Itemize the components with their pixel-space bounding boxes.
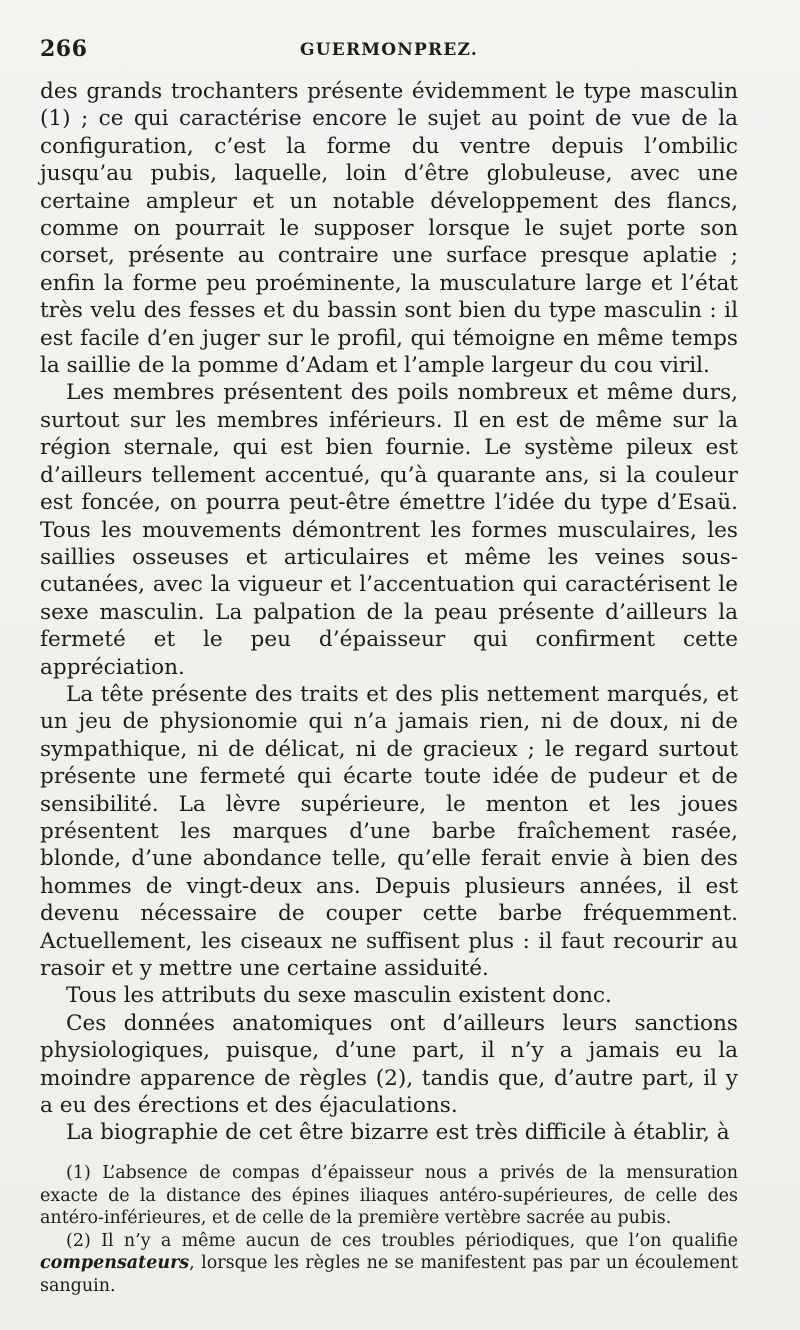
- footnote-2-emphasis: compensateurs: [40, 1253, 190, 1273]
- paragraph: La biographie de cet être bizarre est très difficile à établir, à: [66, 1120, 730, 1146]
- running-head: [40, 36, 738, 70]
- footnote-2-text-end: , lorsque les règles ne se manifestent pas par un écoulement sanguin.: [40, 1253, 738, 1296]
- paragraph: Les membres présentent des poils nombreux et même durs, surtout sur les membres inférieurs. Il en est de même sur la région sternale, qui est bien fournie. Le système pileux est d’ailleurs tellement accentué, qu’à quarante ans, si la couleur est foncée, on pourra peut-être émettre l’idée du type d’Esaü. Tous les mouvements démontrent les formes musculaires, les saillies osseuses et articulaires et même les veines sous-cutanées, avec la vigueur et l’accentuation qui caractérisent le sexe masculin. La palpation de la peau présente d’ailleurs la fermeté et le peu d’épaisseur qui confirment cette appréciation.: [40, 380, 738, 680]
- footnotes: [40, 1162, 738, 1297]
- paragraph: Tous les attributs du sexe masculin existent donc.: [66, 983, 612, 1009]
- paragraph: des grands trochanters présente évidemment le type masculin (1) ; ce qui caractérise encore le sujet au point de vue de la configuration, c’est la forme du ventre depuis l’ombilic jusqu’au pubis, laquelle, loin d’être globuleuse, avec une certaine ampleur et un notable développement des flancs, comme on pourrait le supposer lorsque le sujet porte son corset, présente au contraire une surface presque aplatie ; enfin la forme peu proéminente, la musculature large et l’état très velu des fesses et du bassin sont bien du type masculin : il est facile d’en juger sur le profil, qui témoigne en même temps la saillie de la pomme d’Adam et l’ample largeur du cou viril.: [40, 79, 738, 379]
- footnote-2-text-start: (2) Il n’y a même aucun de ces troubles périodiques, que l’on qualifie: [66, 1230, 738, 1251]
- paragraph: La tête présente des traits et des plis nettement marqués, et un jeu de physionomie qui n’a jamais rien, ni de doux, ni de sympathique, ni de délicat, ni de gracieux ; le regard surtout présente une fermeté qui écarte toute idée de pudeur et de sensibilité. La lèvre supérieure, le menton et les joues présentent les marques d’une barbe fraîchement rasée, blonde, d’une abondance telle, qu’elle ferait envie à bien des hommes de vingt-deux ans. Depuis plusieurs années, il est devenu nécessaire de couper cette barbe fréquemment. Actuellement, les ciseaux ne suffisent plus : il faut recourir au rasoir et y mettre une certaine assiduité.: [40, 681, 738, 981]
- footnote-1: (1) L’absence de compas d’épaisseur nous a privés de la mensuration exacte de la distance des épines iliaques antéro-supérieures, de celle des antéro-inférieures, et de celle de la première vertèbre sacrée au pubis.: [40, 1163, 738, 1228]
- paragraph: Ces données anatomiques ont d’ailleurs leurs sanctions physiologiques, puisque, d’une part, il n’y a jamais eu la moindre apparence de règles (2), tandis que, d’autre part, il y a eu des érections et des éjaculations.: [40, 1010, 738, 1119]
- page-number: 266: [40, 36, 88, 62]
- body-text: [40, 78, 738, 1147]
- running-title: GUERMONPREZ.: [300, 40, 478, 60]
- footnote-2: [40, 1230, 738, 1298]
